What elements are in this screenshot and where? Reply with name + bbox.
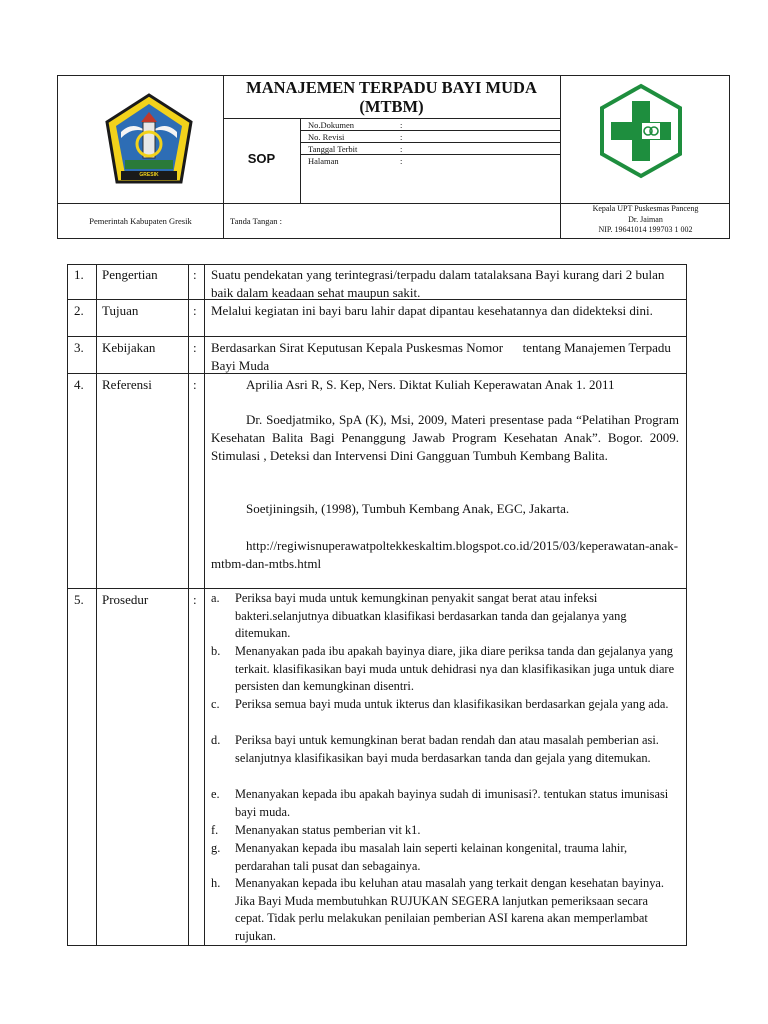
row-label-kebijakan: Kebijakan: [102, 340, 156, 355]
row-number: 2.: [74, 303, 84, 318]
row-separator: :: [193, 303, 197, 318]
row-number: 4.: [74, 377, 84, 392]
reference-item: Aprilia Asri R, S. Kep, Ners. Diktat Kuliah Keperawatan Anak 1. 2011: [246, 377, 615, 392]
right-footer-nip: NIP. 19641014 199703 1 002: [598, 225, 693, 234]
step-marker: b.: [211, 644, 221, 658]
reference-item: Dr. Soedjatmiko, SpA (K), Msi, 2009, Materi presentase pada “Pelatihan Program Kesehatan Balita Bagi Penanggung Jawab Program Kesehatan Anak”. Bogor. 2009. Stimulasi , Deteksi dan Intervensi Dini Gangguan Tumbuh Kembang Balita.: [211, 412, 679, 463]
table-divider: [204, 265, 205, 945]
table-divider: [68, 336, 686, 337]
step-text: Periksa semua bayi muda untuk ikterus dan klasifikasikan berdasarkan gejala yang ada.: [235, 697, 669, 711]
meta-row-halaman: [302, 155, 560, 167]
meta-row-no-revisi: [302, 131, 560, 143]
step-marker: f.: [211, 823, 219, 837]
reference-url: http://regiwisnuperawatpoltekkeskaltim.blogspot.co.id/2015/03/keperawatan-anak-mtbm-dan-mtbs.html: [211, 538, 679, 571]
meta-separator: :: [400, 156, 403, 166]
row-label-tujuan: Tujuan: [102, 303, 139, 318]
meta-label: No. Revisi: [308, 132, 345, 142]
meta-row-no-dokumen: [302, 119, 560, 131]
puskesmas-logo-icon: [598, 83, 684, 179]
meta-separator: :: [400, 144, 403, 154]
step-text: Menanyakan kepada ibu keluhan atau masalah yang terkait dengan kesehatan bayinya. Jika Bayi Muda membutuhkan RUJUKAN SEGERA lanjutkan pemeriksaan secara cepat. Tidak perlu melakukan penilaian pemberian ASI karena akan memperlambat rujukan.: [235, 876, 665, 943]
step-marker: a.: [211, 591, 220, 605]
sop-label: SOP: [247, 151, 276, 166]
row-text-kebijakan: Berdasarkan Sirat Keputusan Kepala Puskesmas Nomor tentang Manajemen Terpadu Bayi Muda: [211, 340, 675, 373]
row-separator: :: [193, 267, 197, 282]
step-marker: c.: [211, 697, 220, 711]
right-footer: [560, 204, 731, 236]
row-separator: :: [193, 340, 197, 355]
left-footer: Pemerintah Kabupaten Gresik: [89, 216, 192, 226]
row-number: 1.: [74, 267, 84, 282]
row-number: 5.: [74, 592, 84, 607]
right-footer-title: Kepala UPT Puskesmas Panceng: [592, 204, 699, 213]
meta-separator: :: [400, 120, 403, 130]
meta-row-tanggal-terbit: [302, 143, 560, 155]
row-text-tujuan: Melalui kegiatan ini bayi baru lahir dapat dipantau kesehatannya dan didekteksi dini.: [211, 303, 653, 318]
table-divider: [96, 265, 97, 945]
row-number: 3.: [74, 340, 84, 355]
gresik-logo-label: GRESIK: [139, 172, 159, 178]
signature-label: Tanda Tangan :: [230, 216, 282, 226]
table-divider: [188, 265, 189, 945]
page-title: MANAJEMEN TERPADU BAYI MUDA (MTBM): [246, 78, 537, 116]
right-footer-name: Dr. Jaiman: [628, 214, 663, 224]
step-text: Menanyakan kepada ibu masalah lain seperti kelainan kongenital, trauma lahir, perdarahan tali pusat dan sebagainya.: [235, 841, 628, 873]
meta-label: Tanggal Terbit: [308, 144, 358, 154]
row-label-prosedur: Prosedur: [102, 592, 149, 607]
row-text-pengertian: Suatu pendekatan yang terintegrasi/terpadu dalam tatalaksana Bayi kurang dari 2 bulan baik dalam keadaan sehat maupun sakit.: [211, 267, 665, 300]
step-marker: d.: [211, 733, 221, 747]
step-text: Menanyakan status pemberian vit k1.: [235, 823, 421, 837]
table-divider: [68, 588, 686, 589]
step-text: Periksa bayi untuk kemungkinan berat badan rendah dan atau masalah pemberian asi. selanjutnya klasifikasikan bayi muda berdasarkan tanda dan gejala yang ditemukan.: [235, 733, 659, 765]
reference-item: Soetjiningsih, (1998), Tumbuh Kembang Anak, EGC, Jakarta.: [246, 501, 570, 516]
step-text: Menanyakan kepada ibu apakah bayinya sudah di imunisasi?. tentukan status imunisasi bayi muda.: [235, 787, 669, 819]
step-text: Menanyakan pada ibu apakah bayinya diare, jika diare periksa tanda dan gejalanya yang terkait. klasifikasikan bayi muda untuk dehidrasi nya dan klasifikasikan juga untuk diare persisten dan kemungkinan disentri.: [235, 644, 675, 694]
meta-label: Halaman: [308, 156, 339, 166]
row-separator: :: [193, 377, 197, 392]
row-separator: :: [193, 592, 197, 607]
row-label-referensi: Referensi: [102, 377, 152, 392]
step-marker: g.: [211, 841, 221, 855]
step-marker: e.: [211, 787, 220, 801]
row-label-pengertian: Pengertian: [102, 267, 158, 282]
meta-label: No.Dokumen: [308, 120, 355, 130]
meta-separator: :: [400, 132, 403, 142]
sop-table: [67, 264, 687, 946]
document-header: [57, 75, 730, 239]
step-text: Periksa bayi muda untuk kemungkinan penyakit sangat berat atau infeksi bakteri.selanjutnya dibuatkan klasifikasi berdasarkan tanda dan gejalanya yang ditemukan.: [235, 591, 627, 641]
step-marker: h.: [211, 876, 221, 890]
